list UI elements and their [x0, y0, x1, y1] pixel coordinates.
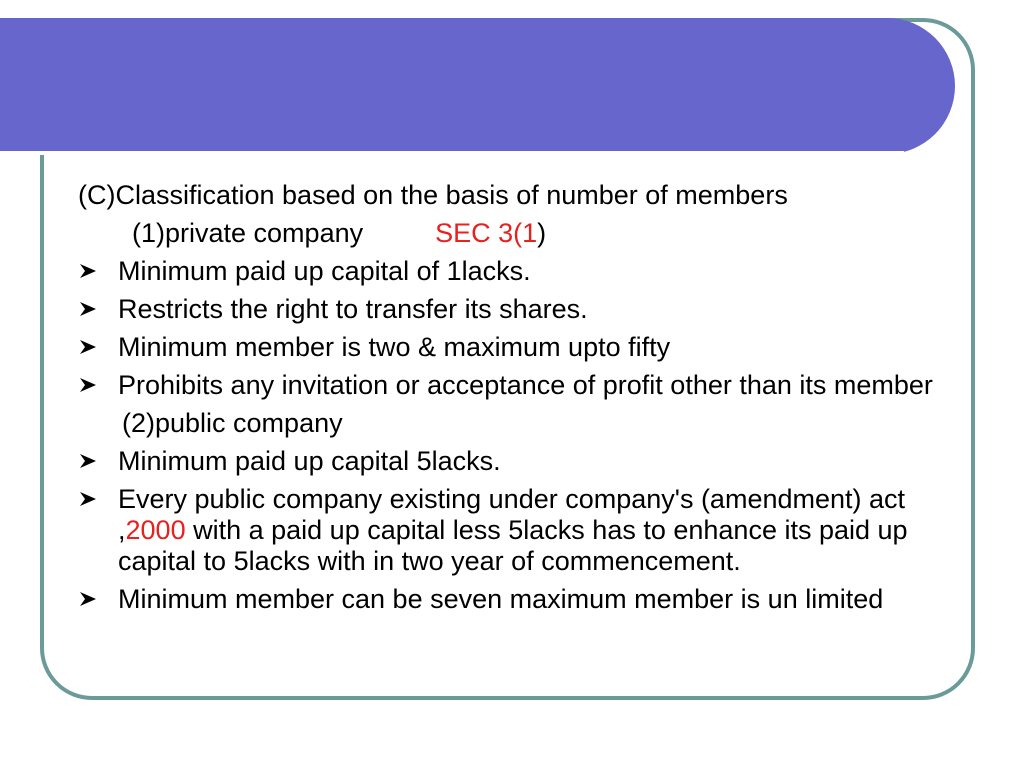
list-item: Restricts the right to transfer its shares.: [78, 294, 958, 325]
private-company-subheading: [78, 218, 958, 249]
list-item: Minimum member can be seven maximum member is un limited: [78, 584, 948, 615]
public-company-subheading: (2)public company: [122, 408, 343, 438]
list-item: Minimum member is two & maximum upto fifty: [78, 332, 958, 363]
header-divider: [0, 151, 904, 155]
section-reference-suffix: ): [537, 218, 547, 248]
arrow-bullet-icon: [80, 454, 96, 468]
slide-content: [78, 180, 958, 622]
section-reference-prefix: SEC 3(: [435, 218, 523, 248]
arrow-bullet-icon: [80, 264, 96, 278]
section-heading: (C)Classification based on the basis of number of members: [78, 180, 788, 210]
list-item: Prohibits any invitation or acceptance of profit other than its member: [78, 370, 988, 401]
arrow-bullet-icon: [80, 492, 96, 506]
arrow-bullet-icon: [80, 302, 96, 316]
arrow-bullet-icon: [80, 340, 96, 354]
list-item: Minimum paid up capital of 1lacks.: [78, 256, 958, 287]
header-band: [0, 18, 955, 154]
list-item: Minimum paid up capital 5lacks.: [78, 446, 958, 477]
private-company-label: (1)private company: [132, 218, 364, 248]
arrow-bullet-icon: [80, 378, 96, 392]
arrow-bullet-icon: [80, 592, 96, 606]
list-item: Every public company existing under company's (amendment) act ,2000 with a paid up capital less 5lacks has to enhance its paid up capital to 5lacks with in two year of commencement.: [78, 484, 948, 577]
section-reference-number: 1: [522, 218, 538, 248]
act-year: 2000: [125, 515, 186, 545]
